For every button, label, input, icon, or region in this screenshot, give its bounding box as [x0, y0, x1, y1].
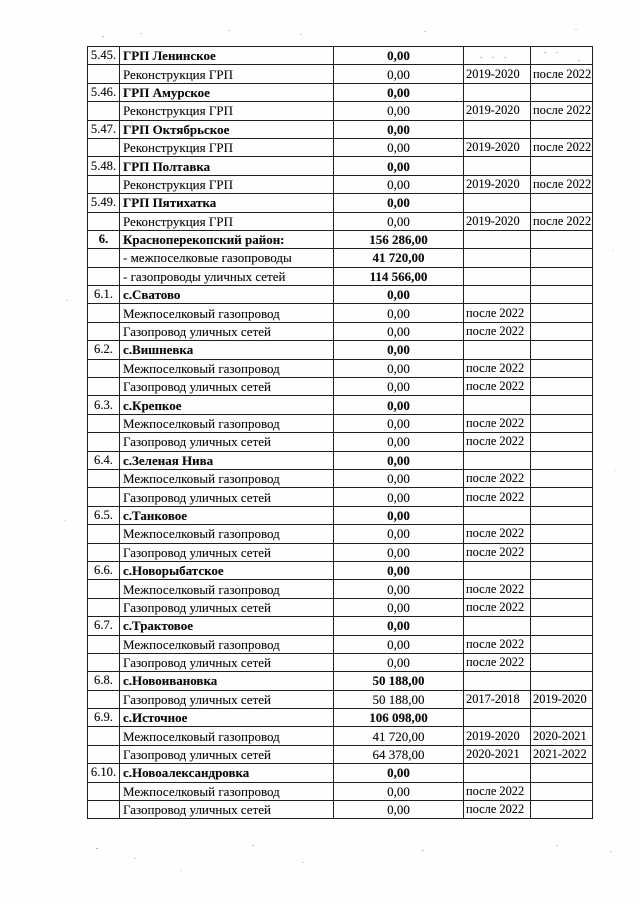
row-period1-cell: 2019-2020 [464, 65, 531, 83]
row-amount-cell: 0,00 [334, 47, 464, 65]
row-name-cell: с.Новоивановка [120, 672, 334, 690]
row-period2-cell [531, 83, 593, 101]
row-period1-cell [464, 194, 531, 212]
row-period2-cell [531, 230, 593, 248]
row-number-cell: 6.8. [88, 672, 120, 690]
row-amount-cell: 0,00 [334, 322, 464, 340]
row-number-cell [88, 138, 120, 156]
table-row [88, 212, 593, 230]
table-row [88, 709, 593, 727]
row-amount-cell: 0,00 [334, 304, 464, 322]
row-name-cell: Газопровод уличных сетей [120, 433, 334, 451]
row-amount-cell: 0,00 [334, 782, 464, 800]
table-row [88, 764, 593, 782]
row-period1-cell [464, 764, 531, 782]
row-period2-cell [531, 672, 593, 690]
row-name-cell: с.Зеленая Нива [120, 451, 334, 469]
scan-noise-speckles [0, 0, 2, 1]
row-number-cell [88, 102, 120, 120]
row-period1-cell: после 2022 [464, 469, 531, 487]
row-period1-cell: 2019-2020 [464, 175, 531, 193]
row-name-cell: Межпоселковый газопровод [120, 727, 334, 745]
row-amount-cell: 156 286,00 [334, 230, 464, 248]
table-row [88, 580, 593, 598]
row-number-cell [88, 322, 120, 340]
row-number-cell: 6. [88, 230, 120, 248]
row-amount-cell: 0,00 [334, 359, 464, 377]
row-number-cell [88, 175, 120, 193]
row-period1-cell [464, 506, 531, 524]
row-number-cell [88, 469, 120, 487]
row-amount-cell: 64 378,00 [334, 745, 464, 763]
table-row [88, 690, 593, 708]
row-period2-cell [531, 451, 593, 469]
row-name-cell: с.Сватово [120, 286, 334, 304]
row-number-cell [88, 635, 120, 653]
row-name-cell: ГРП Пятихатка [120, 194, 334, 212]
row-period2-cell [531, 120, 593, 138]
row-period1-cell: после 2022 [464, 414, 531, 432]
table-row [88, 230, 593, 248]
table-row [88, 47, 593, 65]
row-period2-cell [531, 782, 593, 800]
row-period1-cell: после 2022 [464, 378, 531, 396]
row-period2-cell [531, 525, 593, 543]
row-period2-cell: 2019-2020 [531, 690, 593, 708]
table-row [88, 525, 593, 543]
row-name-cell: с.Источное [120, 709, 334, 727]
row-period1-cell: после 2022 [464, 433, 531, 451]
row-amount-cell: 41 720,00 [334, 727, 464, 745]
row-period2-cell [531, 396, 593, 414]
row-number-cell [88, 801, 120, 819]
row-period1-cell [464, 249, 531, 267]
row-period2-cell [531, 304, 593, 322]
row-amount-cell: 0,00 [334, 414, 464, 432]
row-period1-cell: после 2022 [464, 304, 531, 322]
row-amount-cell: 0,00 [334, 543, 464, 561]
row-period1-cell [464, 47, 531, 65]
table-row [88, 543, 593, 561]
row-period2-cell [531, 433, 593, 451]
row-amount-cell: 0,00 [334, 598, 464, 616]
row-number-cell [88, 359, 120, 377]
table-row [88, 249, 593, 267]
row-number-cell [88, 690, 120, 708]
row-period2-cell [531, 157, 593, 175]
row-period2-cell: после 2022 [531, 175, 593, 193]
row-number-cell [88, 304, 120, 322]
row-period2-cell [531, 506, 593, 524]
row-period2-cell [531, 488, 593, 506]
row-number-cell [88, 212, 120, 230]
row-number-cell [88, 65, 120, 83]
row-number-cell: 6.2. [88, 341, 120, 359]
row-period1-cell: после 2022 [464, 653, 531, 671]
row-period2-cell: после 2022 [531, 102, 593, 120]
row-amount-cell: 0,00 [334, 65, 464, 83]
row-amount-cell: 0,00 [334, 506, 464, 524]
row-name-cell: Межпоселковый газопровод [120, 782, 334, 800]
row-period1-cell: после 2022 [464, 801, 531, 819]
row-amount-cell: 0,00 [334, 194, 464, 212]
table-row [88, 727, 593, 745]
row-number-cell [88, 249, 120, 267]
row-amount-cell: 0,00 [334, 396, 464, 414]
row-period2-cell: после 2022 [531, 212, 593, 230]
row-period2-cell [531, 469, 593, 487]
row-period1-cell: 2019-2020 [464, 138, 531, 156]
table-row [88, 378, 593, 396]
row-amount-cell: 0,00 [334, 801, 464, 819]
row-amount-cell: 0,00 [334, 378, 464, 396]
row-period1-cell [464, 230, 531, 248]
row-period2-cell [531, 249, 593, 267]
row-amount-cell: 0,00 [334, 469, 464, 487]
row-name-cell: ГРП Амурское [120, 83, 334, 101]
row-period1-cell [464, 286, 531, 304]
funding-table-body [88, 47, 593, 819]
row-period1-cell [464, 396, 531, 414]
row-number-cell: 6.6. [88, 561, 120, 579]
row-number-cell [88, 378, 120, 396]
table-row [88, 120, 593, 138]
row-period2-cell [531, 322, 593, 340]
table-row [88, 138, 593, 156]
table-row [88, 359, 593, 377]
row-name-cell: Реконструкция ГРП [120, 65, 334, 83]
row-amount-cell: 0,00 [334, 212, 464, 230]
row-period2-cell [531, 635, 593, 653]
row-amount-cell: 0,00 [334, 635, 464, 653]
table-row [88, 396, 593, 414]
row-name-cell: Красноперекопский район: [120, 230, 334, 248]
table-row [88, 782, 593, 800]
row-name-cell: Межпоселковый газопровод [120, 469, 334, 487]
row-period1-cell [464, 267, 531, 285]
row-number-cell [88, 653, 120, 671]
row-period2-cell [531, 617, 593, 635]
row-period2-cell [531, 709, 593, 727]
row-period2-cell [531, 598, 593, 616]
funding-table [87, 46, 593, 819]
row-amount-cell: 0,00 [334, 764, 464, 782]
row-name-cell: Газопровод уличных сетей [120, 690, 334, 708]
row-name-cell: - межпоселковые газопроводы [120, 249, 334, 267]
row-amount-cell: 0,00 [334, 120, 464, 138]
row-period2-cell [531, 414, 593, 432]
row-name-cell: Газопровод уличных сетей [120, 322, 334, 340]
row-number-cell: 6.3. [88, 396, 120, 414]
table-row [88, 433, 593, 451]
table-row [88, 635, 593, 653]
row-period1-cell: после 2022 [464, 598, 531, 616]
table-row [88, 617, 593, 635]
row-amount-cell: 0,00 [334, 102, 464, 120]
row-period1-cell [464, 120, 531, 138]
row-number-cell: 5.48. [88, 157, 120, 175]
row-period2-cell [531, 359, 593, 377]
row-number-cell [88, 598, 120, 616]
row-period1-cell: 2017-2018 [464, 690, 531, 708]
row-period2-cell: после 2022 [531, 138, 593, 156]
row-name-cell: с.Трактовое [120, 617, 334, 635]
row-number-cell [88, 745, 120, 763]
row-period1-cell: после 2022 [464, 322, 531, 340]
row-period1-cell: после 2022 [464, 525, 531, 543]
row-number-cell: 6.5. [88, 506, 120, 524]
row-period1-cell: 2019-2020 [464, 212, 531, 230]
row-period2-cell [531, 801, 593, 819]
row-name-cell: Газопровод уличных сетей [120, 653, 334, 671]
row-name-cell: Реконструкция ГРП [120, 212, 334, 230]
row-amount-cell: 50 188,00 [334, 690, 464, 708]
row-amount-cell: 114 566,00 [334, 267, 464, 285]
row-period1-cell [464, 561, 531, 579]
row-name-cell: Межпоселковый газопровод [120, 304, 334, 322]
table-row [88, 102, 593, 120]
row-period1-cell [464, 672, 531, 690]
table-row [88, 469, 593, 487]
row-period2-cell [531, 341, 593, 359]
row-amount-cell: 0,00 [334, 286, 464, 304]
table-row [88, 65, 593, 83]
table-row [88, 414, 593, 432]
row-name-cell: Реконструкция ГРП [120, 102, 334, 120]
row-name-cell: Газопровод уличных сетей [120, 543, 334, 561]
table-row [88, 194, 593, 212]
row-period2-cell [531, 286, 593, 304]
row-period2-cell: после 2022 [531, 65, 593, 83]
row-name-cell: с.Новоалександровка [120, 764, 334, 782]
row-period1-cell [464, 617, 531, 635]
table-row [88, 157, 593, 175]
table-row [88, 488, 593, 506]
row-amount-cell: 0,00 [334, 580, 464, 598]
row-amount-cell: 0,00 [334, 525, 464, 543]
row-period2-cell [531, 561, 593, 579]
row-amount-cell: 0,00 [334, 488, 464, 506]
table-row [88, 286, 593, 304]
row-name-cell: с.Вишневка [120, 341, 334, 359]
row-name-cell: Межпоселковый газопровод [120, 414, 334, 432]
row-period2-cell [531, 653, 593, 671]
row-number-cell [88, 267, 120, 285]
row-period1-cell: после 2022 [464, 543, 531, 561]
row-name-cell: Газопровод уличных сетей [120, 488, 334, 506]
row-period1-cell: после 2022 [464, 359, 531, 377]
row-amount-cell: 106 098,00 [334, 709, 464, 727]
row-name-cell: Газопровод уличных сетей [120, 598, 334, 616]
row-name-cell: Межпоселковый газопровод [120, 635, 334, 653]
row-number-cell [88, 543, 120, 561]
table-row [88, 267, 593, 285]
row-period1-cell: после 2022 [464, 782, 531, 800]
row-name-cell: Газопровод уличных сетей [120, 801, 334, 819]
row-amount-cell: 41 720,00 [334, 249, 464, 267]
row-amount-cell: 0,00 [334, 175, 464, 193]
row-period2-cell [531, 47, 593, 65]
row-amount-cell: 0,00 [334, 138, 464, 156]
row-number-cell: 6.1. [88, 286, 120, 304]
row-number-cell: 6.9. [88, 709, 120, 727]
row-period2-cell [531, 194, 593, 212]
row-period2-cell: 2020-2021 [531, 727, 593, 745]
row-period2-cell [531, 764, 593, 782]
table-row [88, 83, 593, 101]
row-name-cell: с.Танковое [120, 506, 334, 524]
table-row [88, 672, 593, 690]
row-name-cell: Реконструкция ГРП [120, 175, 334, 193]
row-number-cell [88, 488, 120, 506]
row-number-cell: 5.46. [88, 83, 120, 101]
row-amount-cell: 0,00 [334, 433, 464, 451]
row-period1-cell [464, 157, 531, 175]
row-name-cell: ГРП Полтавка [120, 157, 334, 175]
table-row [88, 175, 593, 193]
row-name-cell: Газопровод уличных сетей [120, 378, 334, 396]
row-number-cell: 5.49. [88, 194, 120, 212]
row-amount-cell: 0,00 [334, 341, 464, 359]
table-row [88, 801, 593, 819]
row-period1-cell: после 2022 [464, 580, 531, 598]
row-period2-cell [531, 378, 593, 396]
table-row [88, 598, 593, 616]
table-row [88, 322, 593, 340]
row-number-cell [88, 782, 120, 800]
row-number-cell: 6.7. [88, 617, 120, 635]
row-number-cell: 5.45. [88, 47, 120, 65]
row-period2-cell [531, 543, 593, 561]
table-row [88, 745, 593, 763]
row-number-cell: 6.10. [88, 764, 120, 782]
row-amount-cell: 0,00 [334, 157, 464, 175]
row-name-cell: с.Новорыбатское [120, 561, 334, 579]
row-period1-cell: 2019-2020 [464, 727, 531, 745]
row-name-cell: Межпоселковый газопровод [120, 525, 334, 543]
row-period2-cell: 2021-2022 [531, 745, 593, 763]
row-number-cell [88, 433, 120, 451]
row-amount-cell: 0,00 [334, 83, 464, 101]
table-row [88, 653, 593, 671]
row-name-cell: Реконструкция ГРП [120, 138, 334, 156]
row-number-cell: 5.47. [88, 120, 120, 138]
row-period1-cell: после 2022 [464, 488, 531, 506]
funding-table-wrap [87, 46, 593, 819]
table-row [88, 506, 593, 524]
row-name-cell: Газопровод уличных сетей [120, 745, 334, 763]
row-period1-cell: 2019-2020 [464, 102, 531, 120]
row-amount-cell: 50 188,00 [334, 672, 464, 690]
row-number-cell [88, 727, 120, 745]
table-row [88, 341, 593, 359]
row-name-cell: Межпоселковый газопровод [120, 580, 334, 598]
row-period1-cell [464, 709, 531, 727]
row-amount-cell: 0,00 [334, 561, 464, 579]
row-name-cell: ГРП Ленинское [120, 47, 334, 65]
row-amount-cell: 0,00 [334, 617, 464, 635]
row-period1-cell [464, 341, 531, 359]
row-period1-cell: после 2022 [464, 635, 531, 653]
row-amount-cell: 0,00 [334, 451, 464, 469]
row-name-cell: с.Крепкое [120, 396, 334, 414]
row-period1-cell [464, 83, 531, 101]
table-row [88, 451, 593, 469]
row-name-cell: Межпоселковый газопровод [120, 359, 334, 377]
row-name-cell: - газопроводы уличных сетей [120, 267, 334, 285]
row-period2-cell [531, 580, 593, 598]
row-number-cell [88, 525, 120, 543]
row-period1-cell [464, 451, 531, 469]
row-amount-cell: 0,00 [334, 653, 464, 671]
row-period2-cell [531, 267, 593, 285]
table-row [88, 304, 593, 322]
row-name-cell: ГРП Октябрьское [120, 120, 334, 138]
row-number-cell [88, 414, 120, 432]
table-row [88, 561, 593, 579]
row-number-cell: 6.4. [88, 451, 120, 469]
row-period1-cell: 2020-2021 [464, 745, 531, 763]
row-number-cell [88, 580, 120, 598]
